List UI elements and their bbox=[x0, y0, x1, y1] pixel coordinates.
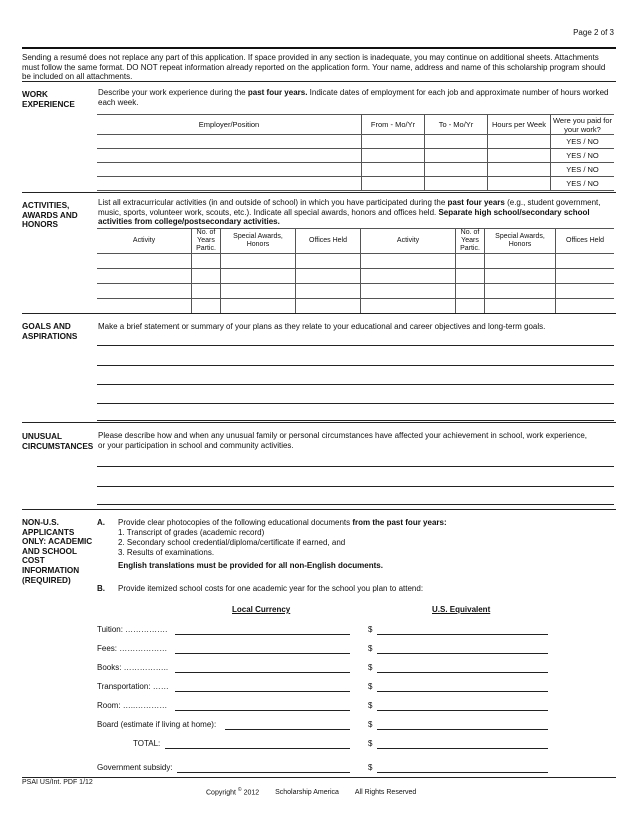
act-cell[interactable] bbox=[456, 284, 485, 299]
room-us-field[interactable] bbox=[377, 710, 548, 711]
unusual-line[interactable] bbox=[97, 466, 614, 467]
act-cell[interactable] bbox=[97, 269, 192, 284]
unusual-line[interactable] bbox=[97, 504, 614, 505]
goals-instructions: Make a brief statement or summary of your plans as they relate to your educational and career objectives and long-term goals. bbox=[98, 322, 546, 331]
work-instr-c: Indicate dates of employment for each job and approximate number of hours worked each week. bbox=[98, 88, 609, 107]
act-cell[interactable] bbox=[221, 269, 296, 284]
work-cell[interactable] bbox=[97, 149, 362, 163]
fees-us-field[interactable] bbox=[377, 653, 548, 654]
work-header-hours: Hours per Week bbox=[488, 115, 551, 135]
act-cell[interactable] bbox=[192, 269, 221, 284]
nonus-section-label: NON-U.S. APPLICANTS ONLY: ACADEMIC AND SCHOOL COST INFORMATION (REQUIRED) bbox=[22, 518, 93, 585]
goals-line[interactable] bbox=[97, 345, 614, 346]
nonus-item-3: 3. Results of examinations. bbox=[118, 548, 215, 557]
work-instructions bbox=[98, 88, 610, 107]
act-cell[interactable] bbox=[192, 254, 221, 269]
act-cell[interactable] bbox=[456, 299, 485, 314]
act-header-activity-2: Activity bbox=[361, 229, 456, 254]
goals-line[interactable] bbox=[97, 420, 614, 421]
act-cell[interactable] bbox=[361, 284, 456, 299]
work-header-paid: Were you paid for your work? bbox=[551, 115, 615, 135]
work-header-to: To - Mo/Yr bbox=[425, 115, 488, 135]
cost-label-total: TOTAL: bbox=[133, 739, 161, 748]
rule bbox=[22, 509, 616, 510]
fees-local-field[interactable] bbox=[175, 653, 350, 654]
activities-table bbox=[97, 228, 614, 314]
act-instr-b: past four years bbox=[447, 198, 505, 207]
dollar-sign: $ bbox=[368, 625, 373, 634]
copyright-word: Copyright bbox=[206, 789, 236, 797]
work-cell[interactable] bbox=[425, 149, 488, 163]
unusual-section-label: UNUSUAL CIRCUMSTANCES bbox=[22, 432, 94, 451]
copyright-symbol: © bbox=[237, 787, 242, 793]
nonus-b-marker: B. bbox=[97, 584, 105, 593]
act-instr-c: (e.g., student government, music, sports, volunteer work, scouts, etc.). Indicate all special awards, honors and offices held. bbox=[98, 198, 601, 217]
work-cell[interactable] bbox=[362, 177, 425, 191]
act-cell[interactable] bbox=[456, 254, 485, 269]
act-header-years: No. of Years Partic. bbox=[192, 229, 221, 254]
work-cell[interactable] bbox=[97, 177, 362, 191]
board-us-field[interactable] bbox=[377, 729, 548, 730]
intro-text: Sending a resumé does not replace any part of this application. If space provided in any section is inadequate, you may continue on additional sheets. Attachments must follow the same format. DO NOT repeat information already reported on the application form. Your name, address and name of this scholarship program should be included on all attachments. bbox=[22, 53, 606, 81]
act-header-activity: Activity bbox=[97, 229, 192, 254]
top-rule bbox=[22, 47, 616, 49]
act-cell[interactable] bbox=[485, 269, 556, 284]
act-cell[interactable] bbox=[485, 284, 556, 299]
work-cell[interactable] bbox=[488, 163, 551, 177]
rule bbox=[22, 81, 616, 82]
work-cell[interactable] bbox=[362, 149, 425, 163]
act-cell[interactable] bbox=[221, 299, 296, 314]
act-instr-a: List all extracurricular activities (in and outside of school) in which you have participated during the bbox=[98, 198, 448, 207]
work-cell[interactable] bbox=[425, 177, 488, 191]
act-cell[interactable] bbox=[485, 299, 556, 314]
work-cell[interactable] bbox=[425, 163, 488, 177]
english-note: English translations must be provided for all non-English documents. bbox=[118, 561, 383, 570]
tuition-us-field[interactable] bbox=[377, 634, 548, 635]
rule bbox=[22, 313, 616, 314]
act-header-awards: Special Awards, Honors bbox=[221, 229, 296, 254]
goals-line[interactable] bbox=[97, 384, 614, 385]
work-paid-option[interactable]: YES / NO bbox=[551, 135, 615, 149]
copyright-year: 2012 bbox=[243, 789, 260, 797]
work-cell[interactable] bbox=[97, 135, 362, 149]
act-header-awards-2: Special Awards, Honors bbox=[485, 229, 556, 254]
goals-line[interactable] bbox=[97, 403, 614, 404]
act-cell[interactable] bbox=[556, 269, 615, 284]
act-cell[interactable] bbox=[296, 299, 361, 314]
act-cell[interactable] bbox=[97, 299, 192, 314]
activities-section-label: ACTIVITIES, AWARDS AND HONORS bbox=[22, 201, 78, 230]
act-cell[interactable] bbox=[97, 284, 192, 299]
dollar-sign: $ bbox=[368, 644, 373, 653]
subsidy-us-field[interactable] bbox=[377, 772, 548, 773]
work-cell[interactable] bbox=[425, 135, 488, 149]
page-number: Page 2 of 3 bbox=[573, 28, 614, 37]
cost-label-books: Books: …………….. bbox=[97, 663, 169, 672]
act-cell[interactable] bbox=[192, 299, 221, 314]
cost-label-subsidy: Government subsidy: bbox=[97, 763, 173, 772]
act-cell[interactable] bbox=[556, 299, 615, 314]
copyright-line bbox=[206, 787, 416, 796]
total-local-field[interactable] bbox=[165, 748, 350, 749]
act-cell[interactable] bbox=[556, 284, 615, 299]
nonus-a-marker: A. bbox=[97, 518, 105, 527]
cost-label-fees: Fees: ……………… bbox=[97, 644, 168, 653]
work-paid-option[interactable]: YES / NO bbox=[551, 177, 615, 191]
work-table bbox=[97, 114, 614, 191]
work-cell[interactable] bbox=[488, 135, 551, 149]
act-cell[interactable] bbox=[192, 284, 221, 299]
work-cell[interactable] bbox=[488, 177, 551, 191]
org-name: Scholarship America bbox=[275, 789, 339, 797]
work-instr-a: Describe your work experience during the bbox=[98, 88, 248, 97]
work-header-from: From - Mo/Yr bbox=[362, 115, 425, 135]
activities-instructions bbox=[98, 198, 610, 227]
cost-label-room: Room: …..………… bbox=[97, 701, 168, 710]
dollar-sign: $ bbox=[368, 663, 373, 672]
work-paid-option[interactable]: YES / NO bbox=[551, 163, 615, 177]
act-cell[interactable] bbox=[556, 254, 615, 269]
goals-section-label: GOALS AND ASPIRATIONS bbox=[22, 322, 78, 341]
act-cell[interactable] bbox=[456, 269, 485, 284]
board-local-field[interactable] bbox=[225, 729, 350, 730]
unusual-line[interactable] bbox=[97, 486, 614, 487]
dollar-sign: $ bbox=[368, 763, 373, 772]
cost-label-tuition: Tuition: ……………. bbox=[97, 625, 168, 634]
act-cell[interactable] bbox=[361, 254, 456, 269]
act-cell[interactable] bbox=[361, 269, 456, 284]
work-section-label: WORK EXPERIENCE bbox=[22, 90, 75, 109]
dollar-sign: $ bbox=[368, 739, 373, 748]
rule bbox=[22, 192, 616, 193]
unusual-instructions: Please describe how and when any unusual family or personal circumstances have affected your achievement in school, work experience, or your participation in school and community activities. bbox=[98, 431, 588, 450]
rights-reserved: All Rights Reserved bbox=[354, 789, 417, 797]
nonus-item-2: 2. Secondary school credential/diploma/certificate if earned, and bbox=[118, 538, 346, 547]
subsidy-local-field[interactable] bbox=[177, 772, 350, 773]
act-cell[interactable] bbox=[485, 254, 556, 269]
act-cell[interactable] bbox=[97, 254, 192, 269]
room-local-field[interactable] bbox=[175, 710, 350, 711]
nonus-item-1: 1. Transcript of grades (academic record) bbox=[118, 528, 265, 537]
act-cell[interactable] bbox=[221, 284, 296, 299]
nonus-a-text-plain: Provide clear photocopies of the following educational documents bbox=[118, 518, 353, 527]
tuition-local-field[interactable] bbox=[175, 634, 350, 635]
act-cell[interactable] bbox=[361, 299, 456, 314]
rule bbox=[22, 422, 616, 423]
act-cell[interactable] bbox=[296, 269, 361, 284]
cost-label-board: Board (estimate if living at home): bbox=[97, 720, 217, 729]
act-header-offices-2: Offices Held bbox=[556, 229, 615, 254]
transportation-us-field[interactable] bbox=[377, 691, 548, 692]
work-header-employer: Employer/Position bbox=[97, 115, 362, 135]
act-cell[interactable] bbox=[296, 254, 361, 269]
work-cell[interactable] bbox=[488, 149, 551, 163]
goals-line[interactable] bbox=[97, 365, 614, 366]
work-instr-b: past four years. bbox=[247, 88, 308, 97]
cost-label-transportation: Transportation: …… bbox=[97, 682, 169, 691]
work-cell[interactable] bbox=[362, 163, 425, 177]
books-us-field[interactable] bbox=[377, 672, 548, 673]
dollar-sign: $ bbox=[368, 701, 373, 710]
act-cell[interactable] bbox=[296, 284, 361, 299]
transportation-local-field[interactable] bbox=[175, 691, 350, 692]
col-local-currency: Local Currency bbox=[232, 605, 291, 614]
nonus-b-text: Provide itemized school costs for one academic year for the school you plan to attend: bbox=[118, 584, 424, 593]
act-header-offices: Offices Held bbox=[296, 229, 361, 254]
act-header-years-2: No. of Years Partic. bbox=[456, 229, 485, 254]
footer-rule bbox=[22, 777, 616, 778]
work-cell[interactable] bbox=[362, 135, 425, 149]
total-us-field[interactable] bbox=[377, 748, 548, 749]
nonus-a-text bbox=[118, 518, 608, 528]
dollar-sign: $ bbox=[368, 720, 373, 729]
form-id: PSAI US/Int. PDF 1/12 bbox=[22, 779, 93, 786]
col-us-equivalent: U.S. Equivalent bbox=[432, 605, 491, 614]
dollar-sign: $ bbox=[368, 682, 373, 691]
work-cell[interactable] bbox=[97, 163, 362, 177]
books-local-field[interactable] bbox=[175, 672, 350, 673]
work-paid-option[interactable]: YES / NO bbox=[551, 149, 615, 163]
nonus-a-text-bold: from the past four years: bbox=[352, 518, 447, 527]
act-instr-d: Separate high school/secondary school activities from college/postsecondary activities. bbox=[98, 207, 590, 226]
act-cell[interactable] bbox=[221, 254, 296, 269]
